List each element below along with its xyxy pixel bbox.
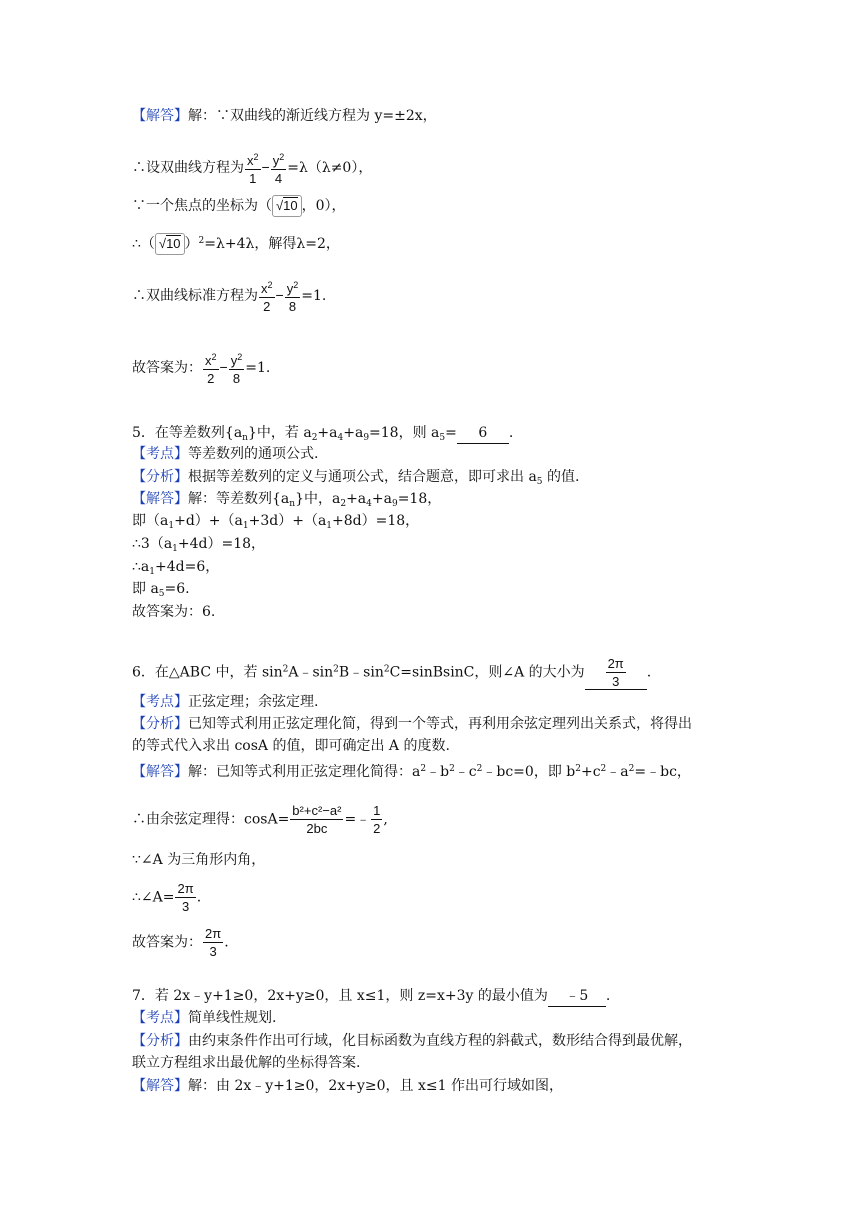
keypoint-tag: 【考点】 xyxy=(132,446,188,462)
fraction: $\frac{y^2}{4}$ xyxy=(272,152,285,186)
fraction: $\frac{2\pi}{3}$ xyxy=(177,881,194,914)
q5-final-answer: 故答案为：6. xyxy=(132,604,216,620)
sqrt-expression: √10 xyxy=(272,195,302,217)
fraction: $\frac{2\pi}{3}$ xyxy=(205,926,222,959)
q7-key-point: 【考点】简单线性规划. xyxy=(132,1010,277,1026)
q6-key-point: 【考点】正弦定理；余弦定理. xyxy=(132,694,319,710)
solution-line-4: ∴（ √10 ）$^2$=λ+4λ，解得λ=2， xyxy=(132,231,340,255)
q6-analysis-1: 【分析】已知等式利用正弦定理化简，得到一个等式，再利用余弦定理列出关系式，将得出 xyxy=(132,716,692,732)
q5-step-4: 即 $a_5=6$. xyxy=(132,581,190,599)
fraction: $\frac{y^2}{8}$ xyxy=(230,352,243,386)
q5-analysis: 【分析】根据等差数列的定义与通项公式，结合题意，即可求出 $a_5$ 的值. xyxy=(132,469,580,487)
fraction: $\frac{x^2}{2}$ xyxy=(205,352,217,386)
solution-line-5: ∴双曲线标准方程为 $\frac{x^2}{2}$ − $\frac{y^2}{8}$ =1. xyxy=(132,280,327,314)
q5-key-point: 【考点】等差数列的通项公式. xyxy=(132,446,319,462)
q5-step-2: $\therefore 3(a_1+4d)=18$， xyxy=(132,536,266,554)
sqrt-expression: √10 xyxy=(155,233,185,255)
solution-line-6: 故答案为： $\frac{x^2}{2}$ − $\frac{y^2}{8}$ =1. xyxy=(132,352,271,386)
q6-solution: 【解答】解：已知等式利用正弦定理化简得：$a^2﹣b^2﹣c^2﹣bc=0$，即 $b^2+c^2﹣a^2=﹣bc$， xyxy=(132,764,691,780)
answer-tag: 【解答】 xyxy=(132,1078,188,1094)
solution-line-1: 【解答】解：∵双曲线的渐近线方程为 y=±2x， xyxy=(132,108,437,124)
analysis-tag: 【分析】 xyxy=(132,469,188,485)
fraction: $\frac{1}{2}$ xyxy=(373,803,381,836)
q6-result: ∴∠A= $\frac{2\pi}{3}$ . xyxy=(132,881,202,914)
solution-line-3: ∵一个焦点的坐标为（ √10 ，0）， xyxy=(132,195,346,217)
question-6: 6．在△ABC 中，若 $\sin^2A﹣\sin^2B﹣\sin^2C=sinBsinC$，则∠A 的大小为 $\frac{2\pi}{3}$ . xyxy=(132,656,652,689)
question-7: 7．若 2x﹣y+1≥0，2x+y≥0，且 x≤1，则 z=x+3y 的最小值为 ﹣5 . xyxy=(132,986,610,1007)
answer-blank: $\frac{2\pi}{3}$ xyxy=(585,656,647,690)
keypoint-tag: 【考点】 xyxy=(132,694,188,710)
q7-analysis-1: 【分析】由约束条件作出可行域，化目标函数为直线方程的斜截式，数形结合得到最优解， xyxy=(132,1033,692,1049)
q6-interior-angle: ∵∠A 为三角形内角， xyxy=(132,852,266,868)
solution-line-2: ∴设双曲线方程为 $\frac{x^2}{1}$ − $\frac{y^2}{4}$ =λ（λ≠0）， xyxy=(132,152,373,186)
q7-analysis-2: 联立方程组求出最优解的坐标得答案. xyxy=(132,1055,361,1071)
keypoint-tag: 【考点】 xyxy=(132,1010,188,1026)
answer-tag: 【解答】 xyxy=(132,491,188,507)
answer-tag: 【解答】 xyxy=(132,108,188,124)
analysis-tag: 【分析】 xyxy=(132,1033,188,1049)
answer-blank: 6 xyxy=(457,423,509,444)
analysis-tag: 【分析】 xyxy=(132,716,188,732)
q6-cosine-step: ∴由余弦定理得：cosA= $\frac{\text{b²+c²−a²}}{2bc}$ =﹣ $\frac{1}{2}$ , xyxy=(132,803,388,836)
q6-final-answer: 故答案为： $\frac{2\pi}{3}$ . xyxy=(132,926,229,959)
q7-solution: 【解答】解：由 2x﹣y+1≥0，2x+y≥0，且 x≤1 作出可行域如图， xyxy=(132,1078,563,1094)
fraction: $\frac{x^2}{2}$ xyxy=(261,280,273,314)
q6-analysis-2: 的等式代入求出 cosA 的值，即可确定出 A 的度数. xyxy=(132,738,450,754)
answer-blank: ﹣5 xyxy=(548,986,606,1007)
fraction: $\frac{y^2}{8}$ xyxy=(286,280,299,314)
q5-step-1: 即$(a_1+d)+(a_1+3d)+(a_1+8d)=18$， xyxy=(132,513,420,531)
fraction: $\frac{x^2}{1}$ xyxy=(247,152,259,186)
q5-solution: 【解答】解：等差数列$\{a_n\}$中，$a_2+a_4+a_9=18$， xyxy=(132,491,442,509)
q5-step-3: $\therefore a_1+4d=6$， xyxy=(132,559,220,577)
question-5: 5．在等差数列$\{a_n\}$中，若 $a_2+a_4+a_9=18$，则 $a_5= 6$ . xyxy=(132,425,514,443)
answer-tag: 【解答】 xyxy=(132,764,188,780)
fraction: $\frac{\text{b²+c²−a²}}{2bc}$ xyxy=(292,803,342,836)
